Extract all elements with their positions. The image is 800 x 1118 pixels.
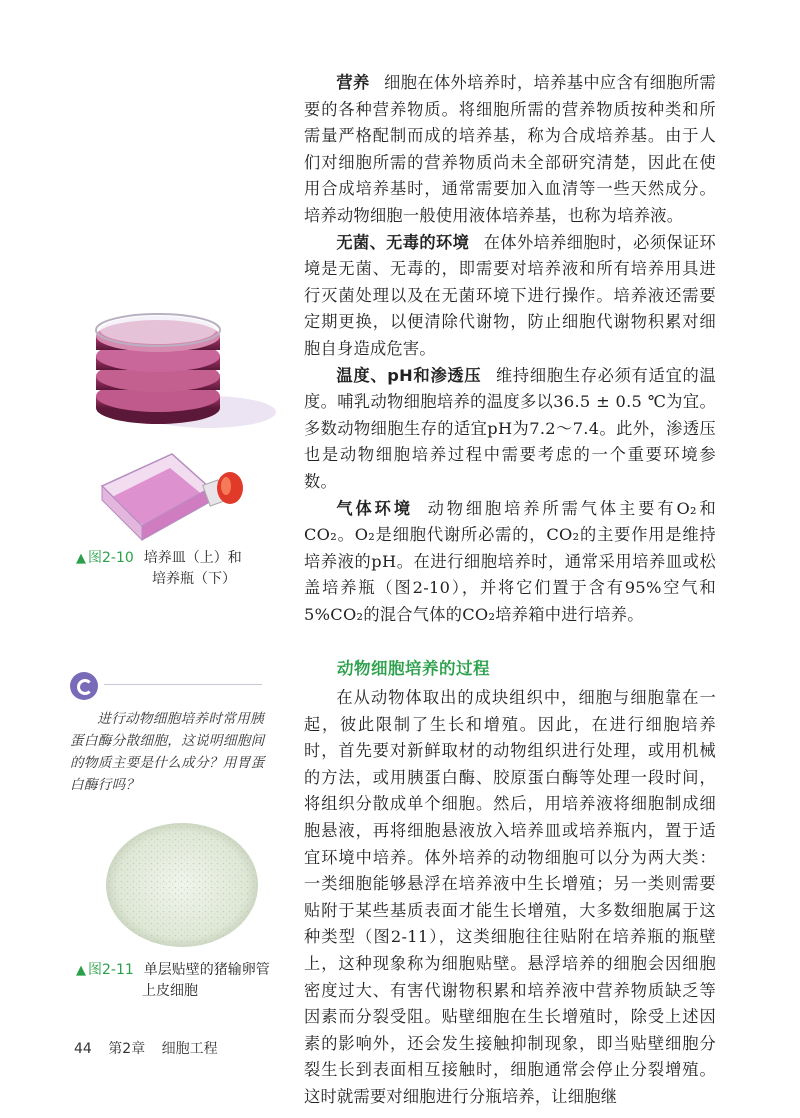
paragraph-temperature-text: 维持细胞生存必须有适宜的温度。哺乳动物细胞培养的温度多以36.5 ± 0.5 ℃为宜。多数动物细胞生存的适宜pH为7.2～7.4。此外，渗透压也是动物细胞培养过程中需要考虑的一个重要环境参数。 <box>304 365 716 491</box>
paragraph-gas-text: 动物细胞培养所需气体主要有O₂和CO₂。O₂是细胞代谢所必需的，CO₂的主要作用是维持培养液的pH。在进行细胞培养时，通常采用培养皿或松盖培养瓶（图2-10），并将它们置于含有95%空气和5%CO₂的混合气体的CO₂培养箱中进行培养。 <box>304 498 716 624</box>
term-nutrition: 营养 <box>336 73 370 92</box>
paragraph-sterile <box>304 230 716 363</box>
paragraph-temperature <box>304 363 716 496</box>
fig-2-10-caption <box>76 548 242 589</box>
think-question-text: 进行动物细胞培养时常用胰蛋白酶分散细胞，这说明细胞间的物质主要是什么成分？用胃蛋白酶行吗？ <box>70 711 265 793</box>
term-gas: 气体环境 <box>336 498 413 518</box>
term-temperature: 温度、pH和渗透压 <box>336 365 482 385</box>
page-number: 44 <box>74 1041 92 1057</box>
think-divider <box>104 684 262 685</box>
fig-2-10-caption-line1: 培养皿（上）和 <box>143 550 242 566</box>
main-text-column <box>304 70 716 1111</box>
chapter-title: 细胞工程 <box>161 1041 218 1057</box>
term-sterile: 无菌、无毒的环境 <box>336 232 470 252</box>
dish-top <box>96 314 220 352</box>
fig-2-10-number: 图2-10 <box>88 550 134 566</box>
petri-dishes-illustration <box>88 300 278 440</box>
paragraph-gas <box>304 496 716 629</box>
paragraph-sterile-text: 在体外培养细胞时，必须保证环境是无菌、无毒的，即需要对培养液和所有培养用具进行灭菌处理以及在无菌环境下进行操作。培养液还需要定期更换，以便清除代谢物，防止细胞代谢物积累对细胞自身造成危害。 <box>304 232 716 358</box>
section-paragraph: 在从动物体取出的成块组织中，细胞与细胞靠在一起，彼此限制了生长和增殖。因此，在进行细胞培养时，首先要对新鲜取材的动物组织进行处理，或用机械的方法，或用胰蛋白酶、胶原蛋白酶等处理一段时间，将组织分散成单个细胞。然后，用培养液将细胞制成细胞悬液，再将细胞悬液放入培养皿或培养瓶内，置于适宜环境中培养。体外培养的动物细胞可以分为两大类：一类细胞能够悬浮在培养液中生长增殖；另一类则需要贴附于某些基质表面才能生长增殖，大多数细胞属于这种类型（图2-11），这类细胞往往贴附在培养瓶的瓶壁上，这种现象称为细胞贴壁。悬浮培养的细胞会因细胞密度过大、有害代谢物积累和培养液中营养物质缺乏等因素而分裂受阻。贴壁细胞在生长增殖时，除受上述因素的影响外，还会发生接触抑制现象，即当贴壁细胞分裂生长到表面相互接触时，细胞通常会停止分裂增殖。这时就需要对细胞进行分瓶培养，让细胞继 <box>304 688 716 1106</box>
fig-2-11-caption-line2: 上皮细胞 <box>142 983 198 999</box>
page-footer <box>74 1038 230 1058</box>
triangle-marker-icon: ▲ <box>76 551 86 566</box>
fig-2-11-number: 图2-11 <box>88 962 134 978</box>
fig-2-10-caption-line2: 培养瓶（下） <box>152 571 236 587</box>
culture-flask-illustration <box>92 448 252 548</box>
triangle-marker-icon: ▲ <box>76 963 86 978</box>
section-title: 动物细胞培养的过程 <box>337 659 490 679</box>
paragraph-nutrition-text: 细胞在体外培养时，培养基中应含有细胞所需要的各种营养物质。将细胞所需的营养物质按种类和所需量严格配制而成的培养基，称为合成培养基。由于人们对细胞所需的营养物质尚未全部研究清楚，因此在使用合成培养基时，通常需要加入血清等一些天然成分。培养动物细胞一般使用液体培养基，也称为培养液。 <box>304 73 716 225</box>
fig-2-11-caption <box>76 960 270 1001</box>
cell-monolayer-micrograph <box>102 820 262 950</box>
think-question-icon <box>70 672 98 700</box>
fig-2-11-caption-line1: 单层贴壁的猪输卵管 <box>143 962 270 978</box>
paragraph-nutrition <box>304 70 716 230</box>
chapter-label: 第2章 <box>108 1041 146 1057</box>
